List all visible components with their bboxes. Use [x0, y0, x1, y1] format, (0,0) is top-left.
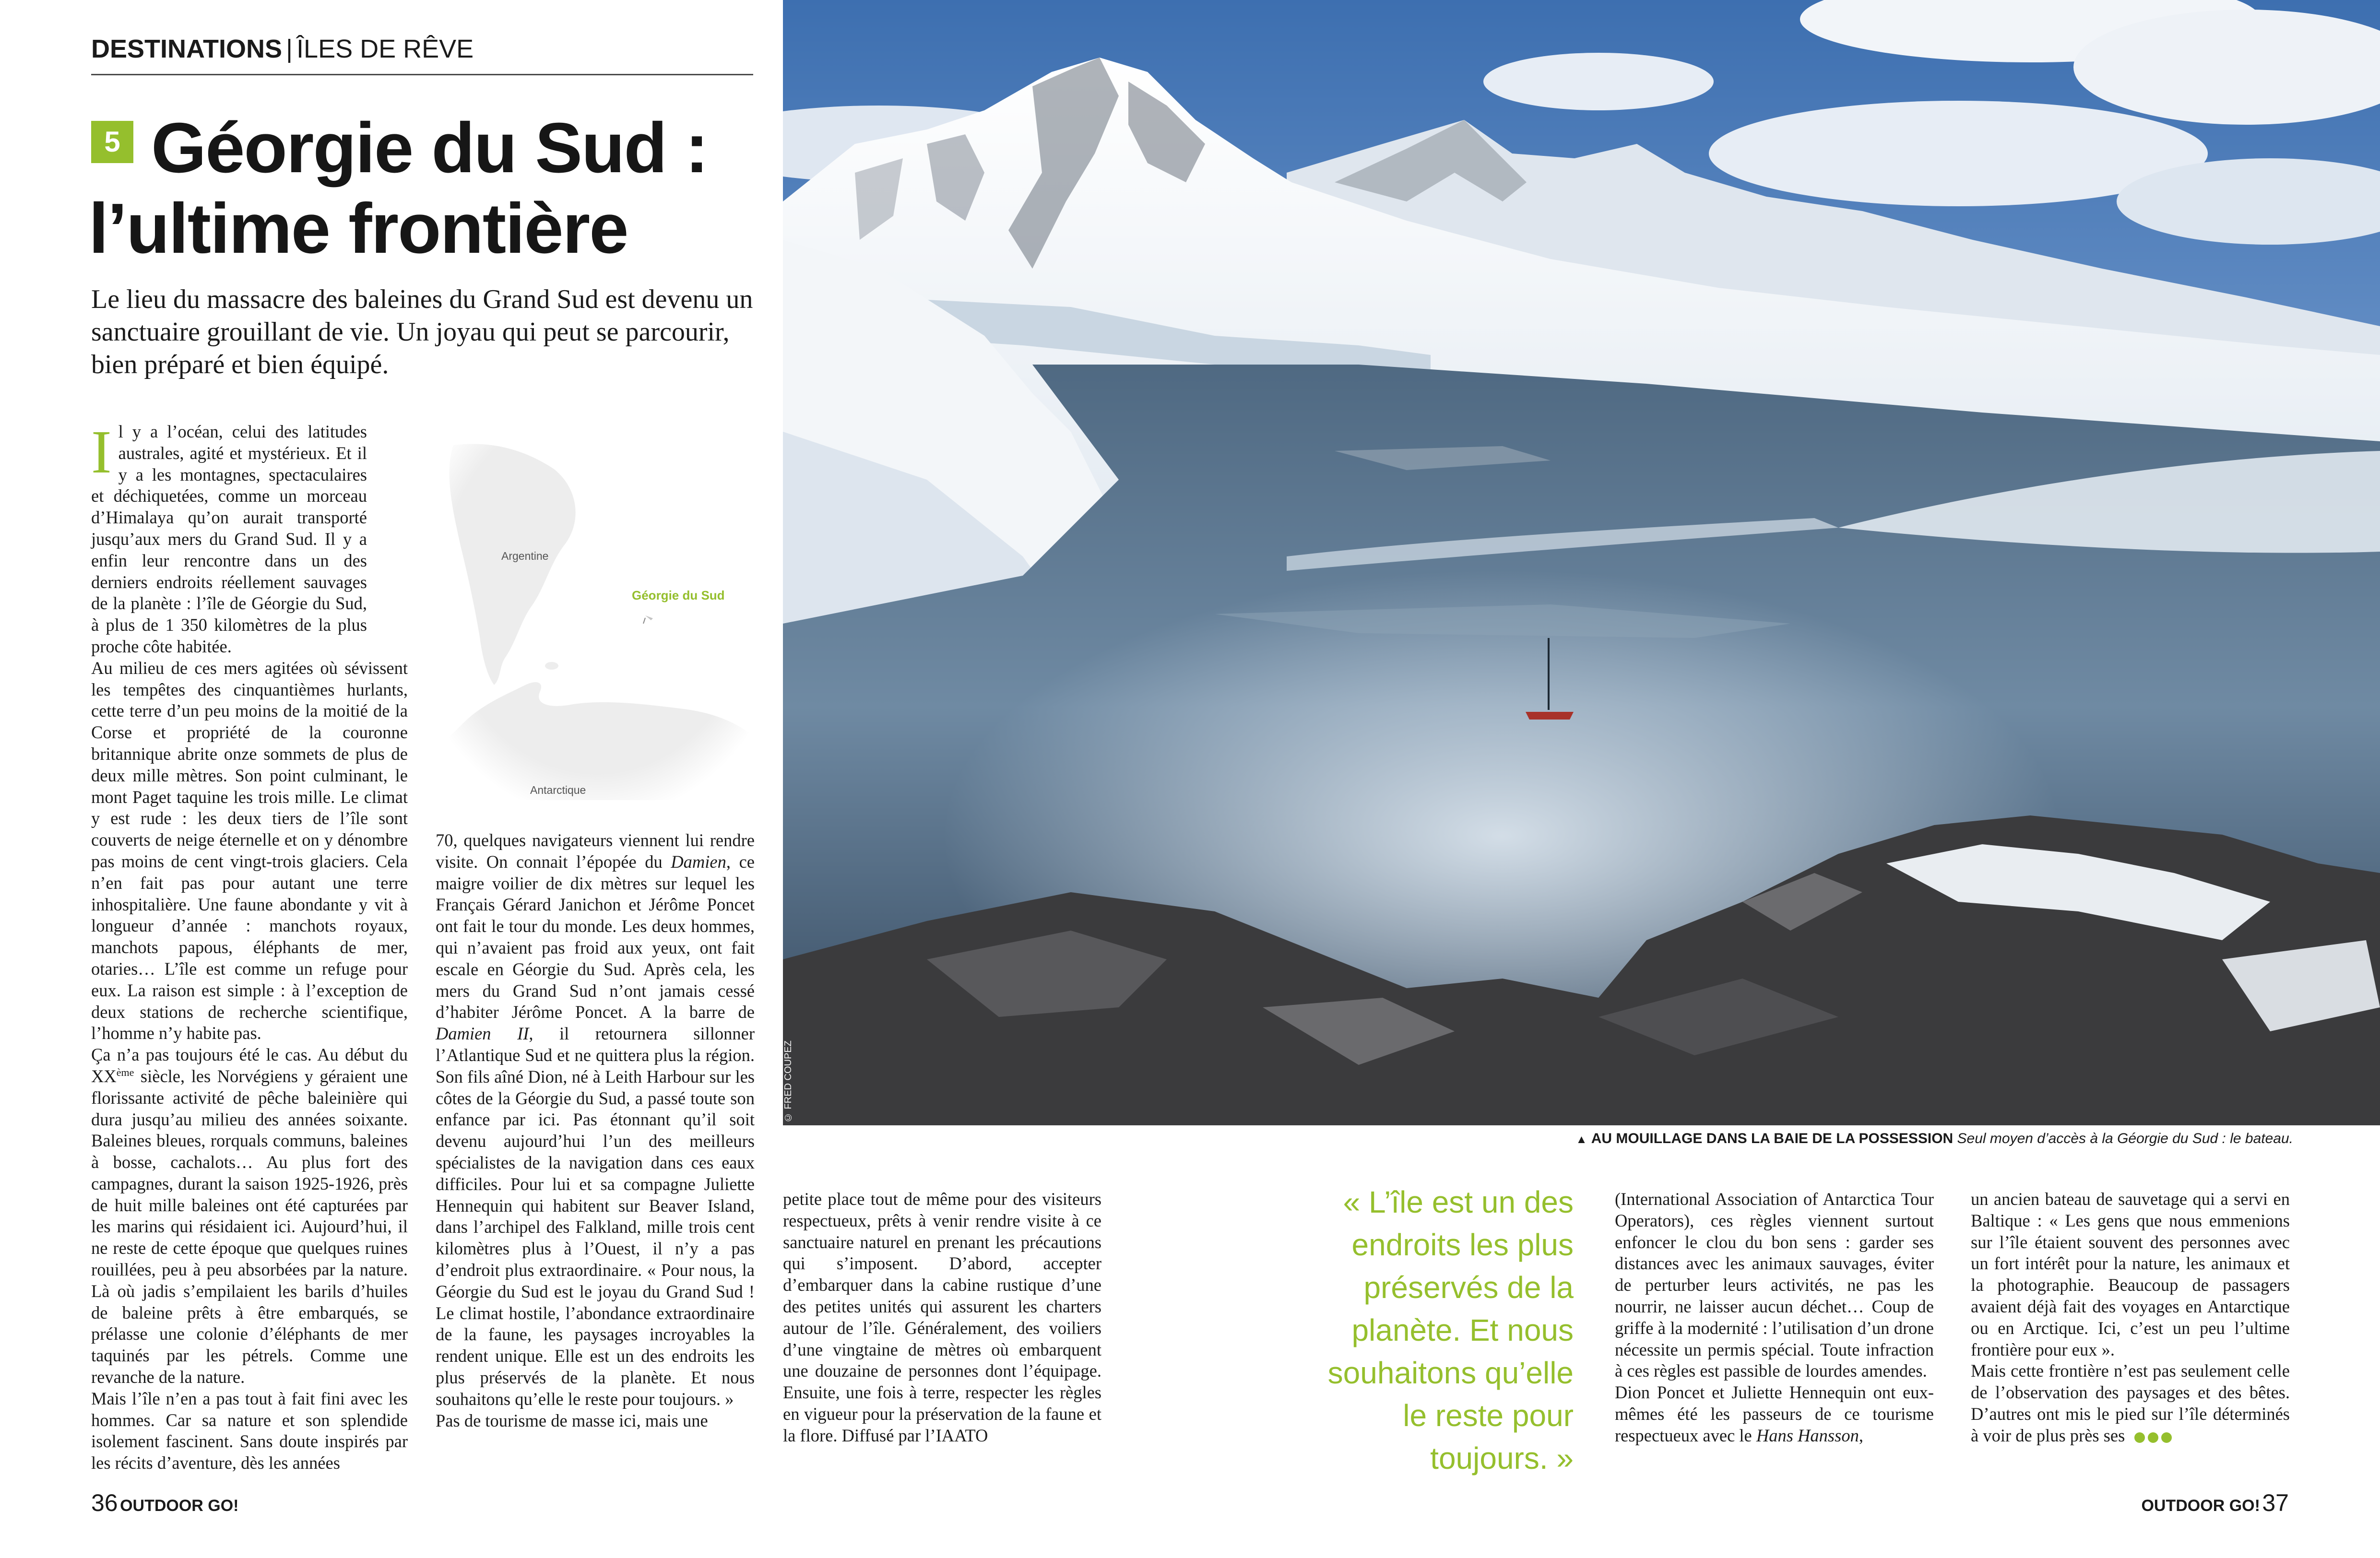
- text-column-5: [1615, 1189, 1934, 1447]
- paragraph-intro: l y a l’océan, celui des latitudes australes, agité et mystérieux. Et il y a les montagnes, spectaculaires et déchiquetées, comme un morceau d’Himalaya qu’on aurait transporté jusqu’aux mers du Grand Sud. Il y a enfin leur rencontre dans un des derniers endroits réellement sauvages de la planète : l’île de Géorgie du Sud, à plus de 1 350 kilomètres de la plus proche côte habitée.: [91, 422, 367, 656]
- photo-caption: [1439, 1128, 2293, 1150]
- paragraph-climate: Au milieu de ces mers agitées où sévissent les tempêtes des cinquantièmes hurlants, cette terre d’un peu moins de la moitié de la Corse et propriété de la couronne britannique abrite onze sommets de plus de deux mille mètres. Son point culminant, le mont Paget taquine les trois mille. Le climat y est rude : les deux tiers de l’île sont couverts de neige éternelle et on y dénombre pas moins de cent vingt-trois glaciers. Cela n’en fait pas pour autant une terre inhospitalière. Une faune abondante y vit à longueur d’année : manchots royaux, manchots papous, éléphants de mer, otaries… L’île est comme un refuge pour eux. La raison est simple : à l’exception de deux stations de recherche scientifique, l’homme n’y habite pas.: [91, 658, 408, 1043]
- section-subcategory: ÎLES DE RÊVE: [296, 35, 474, 63]
- text-column-1: [91, 418, 408, 1474]
- drop-cap: I: [91, 418, 112, 486]
- caption-triangle-icon: ▲: [1575, 1133, 1587, 1146]
- magazine-name-left: OUTDOOR GO!: [120, 1497, 239, 1515]
- title-line-2: l’ultime frontière: [89, 189, 628, 268]
- paragraph-visitors: petite place tout de même pour des visiteurs respectueux, prêts à venir rendre visite à ce sanctuaire naturel en prenant les précautions qui s’imposent. D’abord, accepter d’embarquer dans la cabine rustique d’une des petites unités qui assurent les charters autour de l’île. Généralement, des voiliers d’une vingtaine de mètres où embarquent une douzaine de personnes dont l’équipage. Ensuite, une fois à terre, respecter les règles en vigueur pour la préservation de la faune et la flore. Diffusé par l’IAATO: [783, 1189, 1101, 1445]
- photo-credit: © FRED COUPEZ: [783, 1040, 793, 1122]
- footer-left: [91, 1489, 239, 1517]
- paragraph-rules: (International Association of Antarctica Tour Operators), ces règles viennent surtout enfoncer le clou du bon sens : garder ses distances avec les animaux sauvages, éviter de perturber leurs activités, ne pas les nourrir, ne laisser aucun déchet… Coup de griffe à la modernité : l’utilisation d’un drone nécessite un permis spécial. Toute infraction à ces règles est passible de lourdes amendes.: [1615, 1189, 1934, 1381]
- page-number-left: 36: [91, 1489, 118, 1516]
- map-label-antarctica: Antarctique: [530, 784, 586, 796]
- map-graphic: [434, 416, 760, 800]
- section-header: [91, 30, 753, 75]
- caption-text: Seul moyen d’accès à la Géorgie du Sud : le bateau.: [1957, 1131, 2293, 1146]
- photo-graphic: [783, 0, 2380, 1125]
- map-label-argentina: Argentine: [501, 550, 549, 562]
- caption-title: AU MOUILLAGE DANS LA BAIE DE LA POSSESSION: [1591, 1131, 1954, 1146]
- text-column-6: [1971, 1189, 2290, 1448]
- paragraph-tourism-start: Pas de tourisme de masse ici, mais une: [436, 1410, 708, 1430]
- text-column-2: [436, 830, 755, 1431]
- article-number-badge: 5: [91, 121, 133, 163]
- paragraph-navigators: 70, quelques navigateurs viennent lui rendre visite. On connait l’épopée du Damien, ce maigre voilier de dix mètres sur lequel les Français Gérard Janichon et Jérôme Poncet ont fait le tour du monde. Les deux hommes, qui n’avaient pas froid aux yeux, ont fait escale en Géorgie du Sud. Après cela, les mers du Grand Sud n’ont jamais cessé d’habiter Jérôme Poncet. A la barre de Damien II, il retournera sillonner l’Atlantique Sud et ne quittera plus la région. Son fils aîné Dion, né à Leith Harbour sur les côtes de la Géorgie du Sud, a passé toute son enfance par ici. Pas étonnant qu’il soit devenu aujourd’hui l’un des meilleurs spécialistes de la navigation dans ces eaux difficiles. Pour lui et sa compagne Juliette Hennequin qui habitent sur Beaver Island, dans l’archipel des Falkland, mille trois cent kilomètres plus à l’Ouest, il n’y a pas d’endroit plus extraordinaire. « Pour nous, la Géorgie du Sud est le joyau du Grand Sud ! Le climat hostile, l’abondance extraordinaire de la faune, les paysages incroyables la rendent unique. Elle est un des endroits les plus préservés de la planète. Et nous souhaitons qu’elle le reste pour toujours. »: [436, 830, 755, 1409]
- magazine-name-right: OUTDOOR GO!: [2141, 1497, 2260, 1515]
- article-title: [89, 108, 770, 269]
- footer-right: [2141, 1489, 2289, 1517]
- section-separator: |: [286, 35, 293, 63]
- paragraph-frontier: Mais cette frontière n’est pas seulement celle de l’observation des paysages et des bêtes. D’autres ont mis le pied sur l’île déterminés à voir de plus près ses: [1971, 1360, 2290, 1448]
- text-column-3: [783, 1189, 1101, 1447]
- continue-dots-icon: [2131, 1427, 2172, 1448]
- paragraph-history: Ça n’a pas toujours été le cas. Au début du XXème siècle, les Norvégiens y géraient une florissante activité de pêche baleinière qui dura jusqu’au milieu des années soixante. Baleines bleues, rorquals communs, baleines à bosse, cachalots… Au plus fort des campagnes, durant la saison 1925-1926, près de huit mille baleines ont été capturées par les marins qui résidaient ici. Aujourd’hui, il ne reste de cette époque que quelques ruines rouillées, peu à peu absorbées par la nature. Là où jadis s’empilaient les barils d’huiles de baleine prêts à être embarqués, se prélasse une colonie d’éléphants de mer taquinés par les pétrels. Comme une revanche de la nature.: [91, 1045, 408, 1387]
- paragraph-rescue-boat: un ancien bateau de sauvetage qui a servi en Baltique : « Les gens que nous emmenions sur l’île étaient souvent des personnes avec un fort intérêt pour la nature, les animaux et la photographie. Beaucoup de passagers avaient déjà fait des voyages en Antarctique ou en Arctique. Ici, c’est un peu l’ultime frontière pour eux ».: [1971, 1189, 2290, 1359]
- landscape-photo: [783, 0, 2380, 1125]
- pull-quote: « L’île est un des endroits les plus préservés de la planète. Et nous souhaitons qu’elle le reste pour toujours. »: [1327, 1185, 1574, 1475]
- page-number-right: 37: [2262, 1489, 2289, 1516]
- map-label-south-georgia: Géorgie du Sud: [632, 588, 725, 602]
- paragraph-passeurs: Dion Poncet et Juliette Hennequin ont eux-mêmes été les passeurs de ce tourisme respectueux avec le Hans Hansson,: [1615, 1382, 1934, 1445]
- location-map: [434, 416, 760, 800]
- article-lead: Le lieu du massacre des baleines du Grand Sud est devenu un sanctuaire grouillant de vie. Un joyau qui peut se parcourir, bien préparé et bien équipé.: [91, 284, 753, 379]
- title-line-1: Géorgie du Sud :: [151, 108, 708, 188]
- paragraph-fascination: Mais l’île n’en a pas tout à fait fini avec les hommes. Car sa nature et son splendide isolement fascinent. Sans doute inspirés par les récits d’aventure, dès les années: [91, 1388, 408, 1473]
- section-category: DESTINATIONS: [91, 35, 283, 63]
